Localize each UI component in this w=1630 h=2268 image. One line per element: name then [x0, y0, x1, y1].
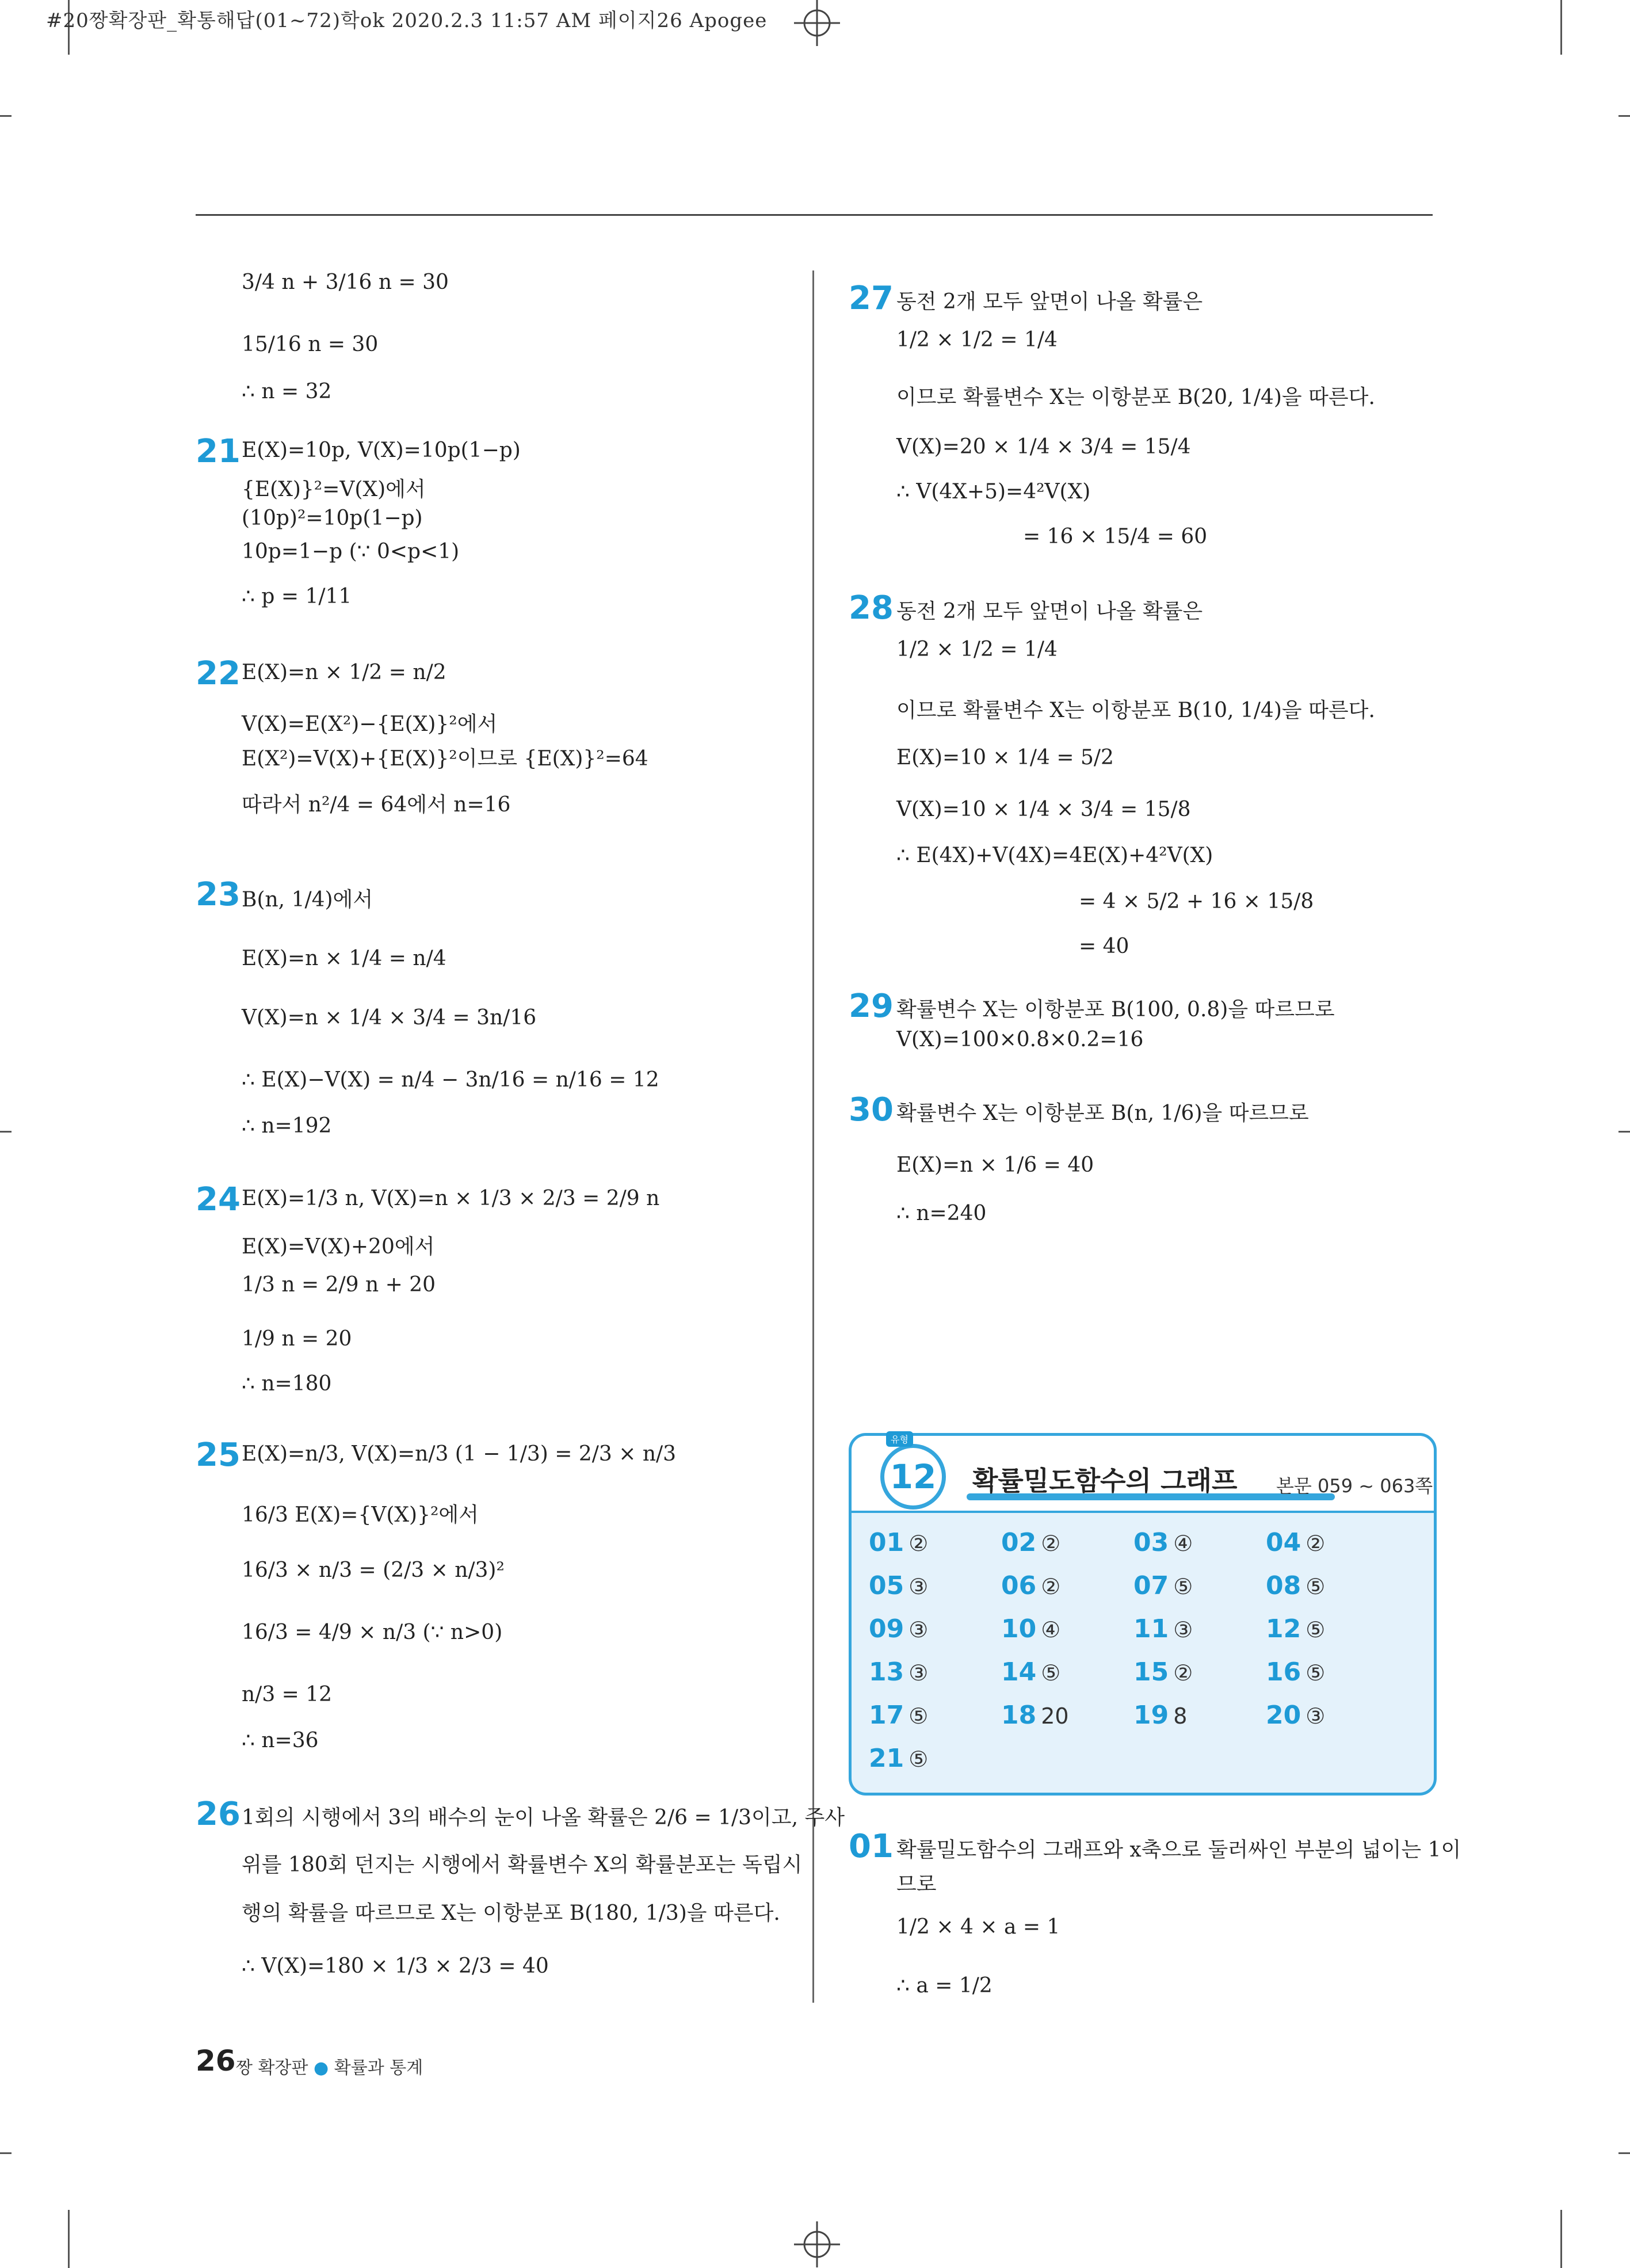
problem-number: 29 — [849, 988, 894, 1025]
crop-mark — [0, 1131, 12, 1133]
answer-value: ③ — [908, 1574, 929, 1599]
crop-mark — [1618, 1131, 1630, 1133]
problem-number: 30 — [849, 1091, 894, 1129]
page-number: 26 — [196, 2044, 236, 2078]
math-line: 16/3 = 4/9 × n/3 (∵ n>0) — [242, 1621, 503, 1644]
text-line: 므로 — [896, 1873, 937, 1896]
crop-mark — [1618, 2152, 1630, 2154]
text-line: 동전 2개 모두 앞면이 나올 확률은 — [896, 600, 1203, 623]
math-line: n/3 = 12 — [242, 1683, 333, 1706]
problem-number: 28 — [849, 589, 894, 627]
answer-item — [1001, 1528, 1060, 1557]
problem-number: 01 — [849, 1828, 894, 1865]
text-line: 행의 확률을 따르므로 X는 이항분포 B(180, 1/3)을 따른다. — [242, 1901, 780, 1925]
section-tag: 유형 — [886, 1431, 913, 1447]
answer-question-number: 09 — [869, 1614, 904, 1644]
answer-value: ③ — [908, 1660, 929, 1686]
math-line: 1/2 × 4 × a = 1 — [896, 1915, 1060, 1939]
crop-mark — [1618, 115, 1630, 117]
answer-question-number: 10 — [1001, 1614, 1037, 1644]
book-title: 짱 확장판 — [236, 2058, 308, 2078]
crop-mark — [0, 115, 12, 117]
answer-value: ④ — [1173, 1531, 1193, 1556]
answer-item — [869, 1657, 928, 1687]
text-line: 이므로 확률변수 X는 이항분포 B(10, 1/4)을 따른다. — [896, 699, 1375, 722]
math-line: 3/4 n + 3/16 n = 30 — [242, 270, 449, 294]
registration-mark-icon — [794, 2221, 840, 2267]
footer-label — [236, 2053, 423, 2079]
math-line: ∴ p = 1/11 — [242, 585, 352, 608]
answer-question-number: 20 — [1266, 1701, 1301, 1730]
answer-question-number: 13 — [869, 1657, 904, 1687]
registration-mark-icon — [794, 0, 840, 46]
answer-value: 20 — [1041, 1703, 1069, 1729]
text-line: 1회의 시행에서 3의 배수의 눈이 나올 확률은 2/6 = 1/3이고, 주사 — [242, 1806, 845, 1829]
math-line: ∴ E(X)−V(X) = n/4 − 3n/16 = n/16 = 12 — [242, 1068, 659, 1092]
answer-value: ③ — [908, 1617, 929, 1642]
crop-mark — [1560, 0, 1562, 55]
answer-value: ③ — [1173, 1617, 1193, 1642]
answer-item — [869, 1571, 928, 1600]
answer-value: ⑤ — [1305, 1660, 1326, 1686]
text-line: 위를 180회 던지는 시행에서 확률변수 X의 확률분포는 독립시 — [242, 1853, 803, 1877]
header-rule — [196, 214, 1433, 216]
answer-item — [1133, 1614, 1193, 1644]
text-line: 이므로 확률변수 X는 이항분포 B(20, 1/4)을 따른다. — [896, 386, 1375, 409]
problem-number: 25 — [196, 1436, 241, 1474]
math-line: E(X)=n/3, V(X)=n/3 (1 − 1/3) = 2/3 × n/3 — [242, 1442, 677, 1466]
problem-number: 26 — [196, 1796, 241, 1833]
math-line: V(X)=10 × 1/4 × 3/4 = 15/8 — [896, 798, 1191, 821]
math-line: E(X)=n × 1/6 = 40 — [896, 1153, 1094, 1177]
section-name: 확률과 통계 — [334, 2058, 423, 2078]
math-line: E(X²)=V(X)+{E(X)}²이므로 {E(X)}²=64 — [242, 747, 648, 771]
answer-question-number: 08 — [1266, 1571, 1301, 1600]
math-line: = 4 × 5/2 + 16 × 15/8 — [1079, 890, 1314, 913]
math-line: B(n, 1/4)에서 — [242, 888, 373, 912]
math-line: ∴ V(4X+5)=4²V(X) — [896, 480, 1091, 504]
answer-item — [869, 1614, 928, 1644]
math-line: 1/9 n = 20 — [242, 1327, 352, 1351]
math-line: ∴ E(4X)+V(4X)=4E(X)+4²V(X) — [896, 844, 1213, 867]
answer-value: 8 — [1173, 1703, 1188, 1729]
answer-item — [869, 1744, 928, 1773]
answer-question-number: 16 — [1266, 1657, 1301, 1687]
answer-value: ⑤ — [908, 1703, 929, 1729]
math-line: V(X)=E(X²)−{E(X)}²에서 — [242, 712, 498, 736]
math-line: E(X)=10 × 1/4 = 5/2 — [896, 746, 1114, 769]
text-line: 확률밀도함수의 그래프와 x축으로 둘러싸인 부분의 넓이는 1이 — [896, 1838, 1461, 1862]
answer-question-number: 21 — [869, 1744, 904, 1773]
math-line: V(X)=20 × 1/4 × 3/4 = 15/4 — [896, 435, 1191, 459]
math-line: ∴ a = 1/2 — [896, 1974, 992, 1998]
answer-question-number: 05 — [869, 1571, 904, 1600]
answer-question-number: 17 — [869, 1701, 904, 1730]
answer-question-number: 01 — [869, 1528, 904, 1557]
math-line: ∴ V(X)=180 × 1/3 × 2/3 = 40 — [242, 1954, 549, 1978]
answer-item — [1133, 1701, 1187, 1730]
answer-item — [1266, 1571, 1325, 1600]
answer-item — [869, 1701, 928, 1730]
text-line: 확률변수 X는 이항분포 B(n, 1/6)을 따르므로 — [896, 1101, 1309, 1125]
math-line: ∴ n=36 — [242, 1729, 319, 1752]
problem-number: 27 — [849, 280, 894, 317]
answer-value: ④ — [1041, 1617, 1061, 1642]
answer-item — [1266, 1657, 1325, 1687]
answer-item — [1133, 1528, 1193, 1557]
column-divider — [812, 270, 814, 2003]
math-line: 1/2 × 1/2 = 1/4 — [896, 638, 1058, 661]
math-line: ∴ n=240 — [896, 1202, 987, 1225]
math-line: E(X)=V(X)+20에서 — [242, 1235, 435, 1259]
answer-question-number: 12 — [1266, 1614, 1301, 1644]
math-line: E(X)=10p, V(X)=10p(1−p) — [242, 439, 521, 462]
answer-item — [869, 1528, 928, 1557]
answer-question-number: 14 — [1001, 1657, 1037, 1687]
math-line: E(X)=n × 1/2 = n/2 — [242, 661, 446, 684]
answer-question-number: 18 — [1001, 1701, 1037, 1730]
math-line: 15/16 n = 30 — [242, 333, 379, 356]
math-line: E(X)=n × 1/4 = n/4 — [242, 947, 446, 970]
answer-question-number: 02 — [1001, 1528, 1037, 1557]
answer-value: ② — [1305, 1531, 1326, 1556]
crop-mark — [1560, 2210, 1562, 2268]
math-line: (10p)²=10p(1−p) — [242, 506, 423, 530]
print-header: #20짱확장판_확통해답(01~72)학ok 2020.2.3 11:57 AM 페이지26 Apogee — [46, 9, 768, 32]
section-title: 확률밀도함수의 그래프 — [972, 1465, 1238, 1496]
answer-value: ② — [1041, 1531, 1061, 1556]
crop-mark — [68, 2210, 70, 2268]
answer-value: ② — [908, 1531, 929, 1556]
answer-value: ⑤ — [1305, 1617, 1326, 1642]
math-line: V(X)=n × 1/4 × 3/4 = 3n/16 — [242, 1006, 537, 1030]
answer-value: ⑤ — [1305, 1574, 1326, 1599]
problem-number: 24 — [196, 1181, 241, 1218]
math-line: {E(X)}²=V(X)에서 — [242, 478, 426, 501]
answer-key-box — [849, 1433, 1437, 1796]
math-line: 1/3 n = 2/9 n + 20 — [242, 1273, 436, 1297]
answer-item — [1266, 1614, 1325, 1644]
answer-item — [1266, 1528, 1325, 1557]
answer-question-number: 19 — [1133, 1701, 1169, 1730]
answer-value: ⑤ — [1041, 1660, 1061, 1686]
answer-question-number: 06 — [1001, 1571, 1037, 1600]
answer-key-header — [852, 1436, 1434, 1513]
math-line: E(X)=1/3 n, V(X)=n × 1/3 × 2/3 = 2/9 n — [242, 1187, 660, 1210]
math-line: 16/3 × n/3 = (2/3 × n/3)² — [242, 1558, 505, 1582]
bullet-icon: ● — [314, 2058, 329, 2078]
answer-value: ⑤ — [908, 1747, 929, 1772]
problem-number: 23 — [196, 876, 241, 913]
answer-item — [1001, 1701, 1069, 1730]
text-line: 확률변수 X는 이항분포 B(100, 0.8)을 따르므로 — [896, 998, 1335, 1021]
answer-value: ③ — [1305, 1703, 1326, 1729]
crop-mark — [0, 2152, 12, 2154]
math-line: 1/2 × 1/2 = 1/4 — [896, 328, 1058, 352]
math-line: V(X)=100×0.8×0.2=16 — [896, 1028, 1144, 1051]
answer-question-number: 07 — [1133, 1571, 1169, 1600]
answer-question-number: 03 — [1133, 1528, 1169, 1557]
answer-item — [1133, 1657, 1193, 1687]
page-reference: 본문 059 ~ 063쪽 — [1276, 1475, 1433, 1497]
answer-item — [1133, 1571, 1193, 1600]
problem-number: 22 — [196, 655, 241, 692]
answer-value: ② — [1173, 1660, 1193, 1686]
math-line: 16/3 E(X)={V(X)}²에서 — [242, 1503, 479, 1527]
answer-value: ⑤ — [1173, 1574, 1193, 1599]
answer-value: ② — [1041, 1574, 1061, 1599]
math-line: = 16 × 15/4 = 60 — [1023, 525, 1208, 548]
answer-item — [1001, 1657, 1060, 1687]
answer-item — [1266, 1701, 1325, 1730]
section-badge: 12 — [880, 1444, 946, 1510]
answer-item — [1001, 1571, 1060, 1600]
text-line: 동전 2개 모두 앞면이 나올 확률은 — [896, 290, 1203, 314]
math-line: ∴ n = 32 — [242, 380, 332, 403]
answer-question-number: 11 — [1133, 1614, 1169, 1644]
answer-item — [1001, 1614, 1060, 1644]
answer-question-number: 04 — [1266, 1528, 1301, 1557]
math-line: ∴ n=192 — [242, 1114, 332, 1138]
math-line: 10p=1−p (∵ 0<p<1) — [242, 540, 460, 563]
math-line: 따라서 n²/4 = 64에서 n=16 — [242, 793, 511, 817]
problem-number: 21 — [196, 433, 241, 470]
math-line: = 40 — [1079, 935, 1129, 958]
answer-question-number: 15 — [1133, 1657, 1169, 1687]
math-line: ∴ n=180 — [242, 1372, 332, 1396]
